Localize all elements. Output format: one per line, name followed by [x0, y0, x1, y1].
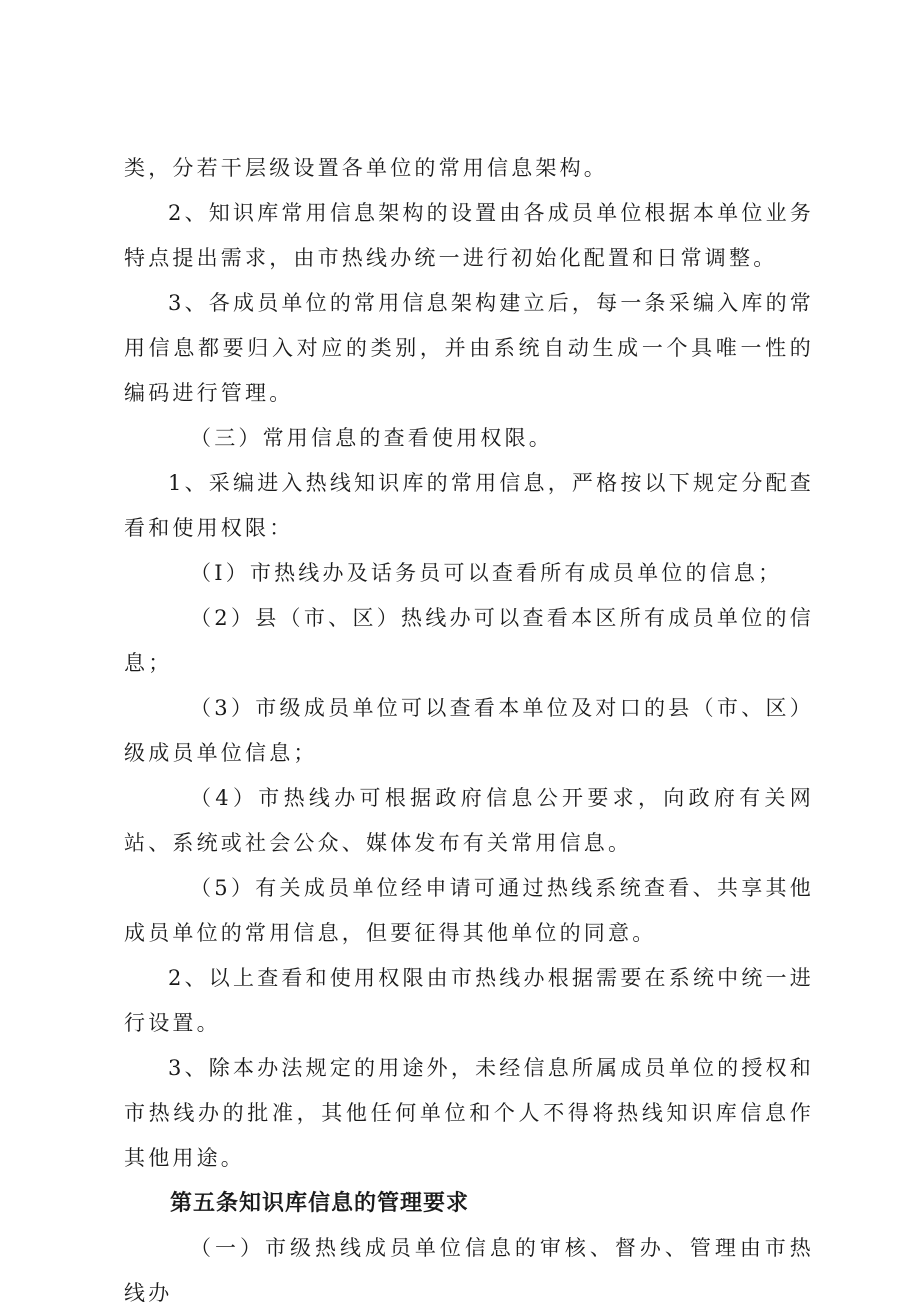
paragraph-permission-2: 2、以上查看和使用权限由市热线办根据需要在系统中统一进行设置。	[124, 966, 814, 1035]
paragraph-item-2: 2、知识库常用信息架构的设置由各成员单位根据本单位业务特点提出需求，由市热线办统一进行初始化配置和日常调整。	[124, 201, 814, 270]
section-heading-1: （一）市级热线成员单位信息的审核、督办、管理由市热线办	[124, 1236, 814, 1305]
paragraph-item-3: 3、各成员单位的常用信息架构建立后，每一条采编入库的常用信息都要归入对应的类别，并由系统自动生成一个具唯一性的编码进行管理。	[124, 291, 814, 405]
document-body	[124, 146, 814, 1316]
section-heading-3: （三）常用信息的查看使用权限。	[190, 426, 553, 450]
list-item-2: （2）县（市、区）热线办可以查看本区所有成员单位的信息；	[124, 606, 814, 675]
list-item-3: （3）市级成员单位可以查看本单位及对口的县（市、区）级成员单位信息；	[124, 696, 814, 765]
paragraph-permission-3: 3、除本办法规定的用途外，未经信息所属成员单位的授权和市热线办的批准，其他任何单位和个人不得将热线知识库信息作其他用途。	[124, 1056, 814, 1170]
list-item-1: （I）市热线办及话务员可以查看所有成员单位的信息；	[190, 561, 783, 585]
list-item-5: （5）有关成员单位经申请可通过热线系统查看、共享其他成员单位的常用信息，但要征得其他单位的同意。	[124, 876, 814, 945]
paragraph-continuation: 类，分若干层级设置各单位的常用信息架构。	[124, 156, 608, 180]
article-heading-5: 第五条知识库信息的管理要求	[170, 1191, 470, 1216]
list-item-4: （4）市热线办可根据政府信息公开要求，向政府有关网站、系统或社会公众、媒体发布有关常用信息。	[124, 786, 814, 855]
paragraph-permission-1: 1、采编进入热线知识库的常用信息，严格按以下规定分配查看和使用权限：	[124, 471, 814, 540]
